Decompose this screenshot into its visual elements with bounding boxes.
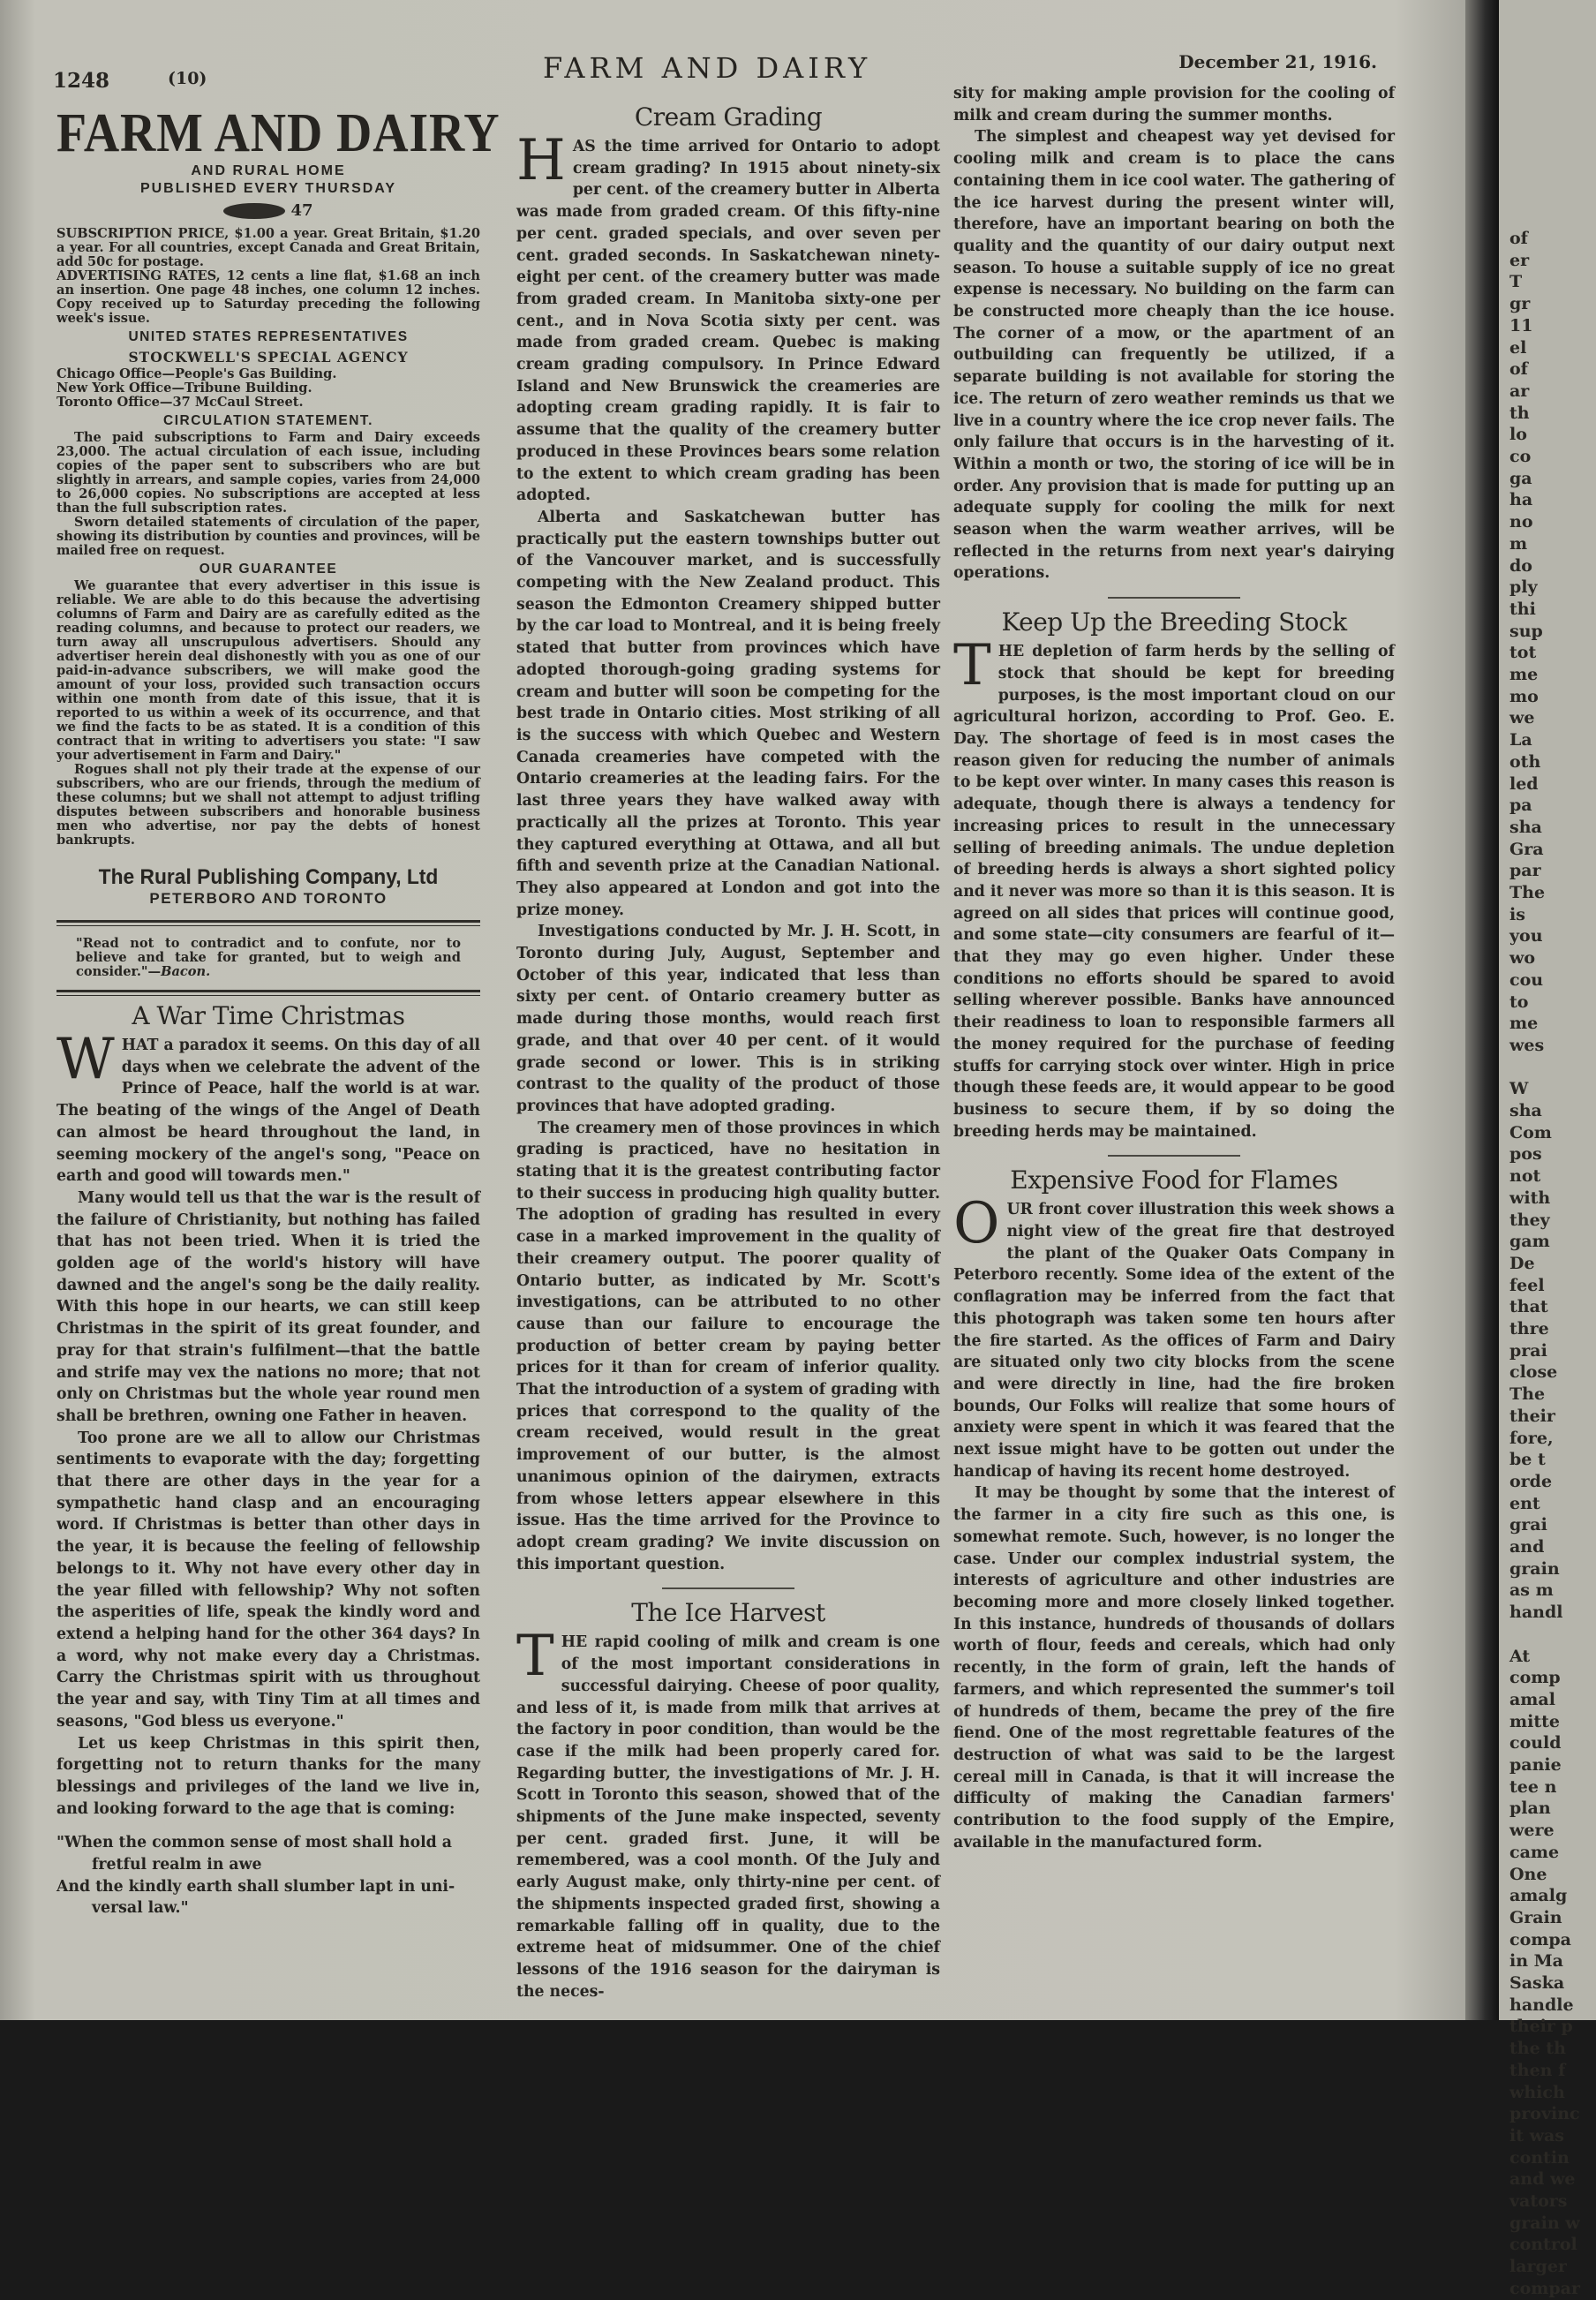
paragraph: It may be thought by some that the interest of the farmer in a city fire such as this one, is somewhat remote. Such, however, is no longer the case. Under our complex industrial system, the interests of agriculture and other industries are becoming more and more closely linked together. In this instance, hundreds of thousands of dollars worth of flour, feeds and cereals, which had only recently, in the form of grain, left the hands of farmers, and which represented the summer's toil of hundreds of them, became the prey of the fire fiend. One of the most regrettable features of the destruction of what was said to be the largest cereal mill in Canada, is that it will increase the difficulty of making the Canadian farmers' contribution to the food supply of the Empire, available in the manufactured form. [953, 1484, 1395, 1851]
advertising-rates: ADVERTISING RATES, 12 cents a line flat, $1.68 an inch an insertion. One page 48 inches, one column 12 inches. Copy received up to Saturday preceding the following week's issue. [56, 268, 480, 326]
page-number: 1248 [53, 69, 110, 93]
next-page-fragment: and we [1509, 2169, 1576, 2190]
next-page-fragment: prai [1509, 1340, 1547, 1361]
next-page-fragment: T [1509, 272, 1523, 292]
running-head [53, 51, 1377, 93]
article-body-cream-grading [516, 128, 940, 1575]
next-page-fragment: grai [1509, 1515, 1547, 1535]
next-page-fragment: of [1509, 359, 1528, 380]
next-page-fragment: W [1509, 1079, 1529, 1099]
paragraph: Too prone are we all to allow our Christmas sentiments to evaporate with the day; forgetting that there are other days in the year for a sympathetic hand clasp and an encouraging word. If Christmas is better than other days in the year, it is because the feeling of fellowship belongs to it. Why not have every other day in the year filled with fellowship? Why not soften the asperities of life, speak the kindly word and extend a helping hand for the other 364 days? In a word, why not make every day a Christmas. Carry the Christmas spirit with us throughout the year and say, with Tiny Tim at all times and seasons, "God bless us everyone." [56, 1429, 480, 1731]
column-2 [516, 97, 940, 2002]
next-page-fragment: Com [1509, 1122, 1552, 1142]
next-page-fragment: you [1509, 926, 1543, 946]
next-page-fragment: their p [1509, 2017, 1573, 2037]
next-page-fragment: sha [1509, 817, 1542, 837]
next-page-fragment: ar [1509, 381, 1530, 401]
next-page-fragment: larger [1509, 2257, 1567, 2277]
agency-name: STOCKWELL'S SPECIAL AGENCY [128, 349, 409, 366]
paragraph: AS the time arrived for Ontario to adopt cream grading? In 1915 about ninety-six per cent. of the creamery butter in Alberta was made from graded cream. Of this fifty-nine per cent. graded specials, and over seven per cent. graded seconds. In Saskatchewan ninety-eight per cent. of the creamery butter was made from graded cream. In Manitoba sixty-one per cent., and in Nova Scotia sixty per cent. was made from graded cream. Quebec is making cream grading compulsory. In Prince Edward Island and New Brunswick the creameries are adopting cream grading rapidly. It is fair to assume that the quality of the creamery butter produced in these Provinces bears some relation to the extent to which cream grading has been adopted. [516, 138, 940, 505]
circulation-heading: CIRCULATION STATEMENT. [163, 413, 373, 428]
verse-line: "When the common sense of most shall hold a [56, 1834, 452, 1852]
next-page-fragment: feel [1509, 1275, 1545, 1295]
dropcap: T [953, 633, 991, 699]
next-page-fragment: pa [1509, 796, 1532, 816]
next-page-fragment: lo [1509, 425, 1527, 445]
next-page-fragment: gam [1509, 1232, 1550, 1252]
next-page-fragment: not [1509, 1166, 1541, 1187]
paragraph: UR front cover illustration this week shows a night view of the great fire that destroyed the plant of the Quaker Oats Company in Peterboro recently. Some idea of the extent of the conflagration may be inferred from the fact that this photograph was taken some ten hours after the fire started. As the offices of Farm and Dairy are situated only two city blocks from the scene and were directly in line, had the fire broken bounds, Our Folks will realize that some hours of anxiety were spent in which it was feared that the next issue might have to be gotten out under the handicap of having its recent home destroyed. [953, 1201, 1395, 1481]
office-new-york: New York Office—Tribune Building. [56, 381, 312, 396]
next-page-fragment: that [1509, 1297, 1548, 1317]
office-chicago: Chicago Office—People's Gas Building. [56, 366, 337, 381]
next-page-fragment: amal [1509, 1689, 1555, 1709]
ornament-number: 47 [290, 201, 313, 220]
next-page-fragment: oth [1509, 751, 1541, 772]
verse-line: And the kindly earth shall slumber lapt in uni- [56, 1877, 455, 1896]
next-page-fragment: close [1509, 1362, 1558, 1383]
dropcap: O [953, 1191, 1000, 1257]
next-page-fragment: control [1509, 2235, 1577, 2255]
next-page-fragment: sup [1509, 621, 1543, 641]
next-page-fragment: La [1509, 730, 1532, 750]
paragraph: Let us keep Christmas in this spirit then, forgetting not to return thanks for the many blessings and privileges of the land we live in, and looking forward to the age that is coming: [56, 1734, 480, 1818]
next-page-fragment: Grain [1509, 1907, 1562, 1927]
dropcap: H [516, 128, 566, 193]
quote-author: Bacon. [161, 964, 211, 979]
next-page-fragment: do [1509, 555, 1532, 576]
next-page-fragment: thi [1509, 599, 1536, 619]
next-page-fragment: led [1509, 773, 1539, 794]
next-page-fragment: mitte [1509, 1711, 1560, 1731]
next-page-fragment: gr [1509, 294, 1531, 314]
column-3 [953, 83, 1395, 1853]
next-page-fragment: amalg [1509, 1886, 1568, 1906]
next-page-fragment: then f [1509, 2060, 1566, 2080]
next-page-fragment: it was [1509, 2125, 1564, 2145]
next-page-fragment: pos [1509, 1144, 1542, 1165]
article-title-ice-harvest: The Ice Harvest [631, 1598, 825, 1628]
publisher-location: PETERBORO AND TORONTO [149, 890, 388, 907]
next-page-fragment: tee n [1509, 1776, 1557, 1797]
next-page-fragment: plan [1509, 1799, 1551, 1819]
next-page-fragment: thre [1509, 1319, 1549, 1339]
dropcap: W [56, 1027, 115, 1092]
next-page-edge [1499, 0, 1596, 2298]
article-divider [662, 1587, 794, 1589]
paragraph: Investigations conducted by Mr. J. H. Scott, in Toronto during July, August, September and October of this year, indicated that less than sixty per cent. of Ontario creamery butter as made during those months, would reach first grade, and that over 40 per cent. of it would grade second or lower. This is in striking contrast to the quality of the product of those provinces that have adopted grading. [516, 923, 940, 1115]
sworn-statement: Sworn detailed statements of circulation of the paper, showing its distribution by counties and provinces, will be mailed free on request. [56, 515, 480, 558]
next-page-fragment: orde [1509, 1471, 1553, 1491]
paragraph: HE rapid cooling of milk and cream is one of the most important considerations in successful dairying. Cheese of poor quality, and less of it, is made from milk that arrives at the factory in poor condition, than would be the case if the milk had been properly cared for. Regarding butter, the investigations of Mr. J. H. Scott in Toronto this season, showed that of the shipments of the June make inspected, seventy per cent. graded first. June, it will be remembered, was a cool month. Of the July and early August make, only thirty-nine per cent. of the shipments inspected graded first, showing a remarkable falling off in quality, due to the extreme heat of midsummer. One of the chief lessons of the 1916 season for the dairyman is the neces- [516, 1633, 940, 2001]
next-page-fragment: cou [1509, 969, 1544, 990]
next-page-fragment: ga [1509, 468, 1532, 488]
next-page-fragment: el [1509, 337, 1527, 358]
next-page-fragment: could [1509, 1733, 1562, 1753]
article-body-breeding-stock [953, 633, 1395, 1142]
article-divider [1108, 597, 1240, 599]
next-page-fragment: handl [1509, 1602, 1563, 1623]
article-title-breeding-stock: Keep Up the Breeding Stock [1001, 607, 1347, 637]
verse-line: versal law." [92, 1899, 189, 1918]
next-page-fragment: handle [1509, 1995, 1574, 2015]
next-page-fragment: The [1509, 1384, 1546, 1405]
masthead-published: PUBLISHED EVERY THURSDAY [139, 181, 397, 196]
next-page-fragment: wo [1509, 948, 1536, 969]
article-body-ice-harvest [516, 1624, 940, 2002]
oval-ornament-icon [223, 203, 285, 219]
next-page-fragment: ha [1509, 490, 1533, 510]
next-page-fragment: mo [1509, 686, 1539, 706]
bacon-quote [56, 931, 480, 984]
next-page-fragment: er [1509, 250, 1530, 270]
running-paper-title: FARM AND DAIRY [543, 51, 872, 85]
paragraph: Many would tell us that the war is the result of the failure of Christianity, but nothing has failed that has not been tried. When it is tried the golden age of the world's history will have dawned and the angel's song be the daily reality. With this hope in our hearts, we can still keep Christmas in the spirit of its great founder, and pray for that strain's fulfilment—that the battle and strife may vex the nations no more; that not only on Christmas but the whole year round men shall be brethren, owning one Father in heaven. [56, 1188, 480, 1425]
masthead-ornament [56, 201, 480, 220]
next-page-fragment: wes [1509, 1035, 1545, 1055]
next-page-fragment: no [1509, 512, 1533, 532]
next-page-fragment: The [1509, 883, 1546, 902]
next-page-fragment: grain [1509, 1558, 1560, 1579]
paragraph: The creamery men of those provinces in which grading is practiced, have no hesitation in stating that it is the greatest contributing factor to their success in producing high quality butter. The adoption of grading has resulted in every case in a marked improvement in the quality of their creamery output. The poorer quality of Ontario butter, as indicated by Mr. Scott's investigations, can be attributed to no other cause than our failure to encourage the production of better cream by paying better prices for it than for cream of inferior quality. That the introduction of a system of grading with prices that correspond to the quality of the cream received, would result in the great improvement of our butter, is the almost unanimous opinion of the dairymen, extracts from whose letters appear elsewhere in this issue. Has the time arrived for the Province to adopt cream grading? We invite discussion on this important question. [516, 1119, 940, 1573]
guarantee-heading: OUR GUARANTEE [199, 562, 338, 577]
next-page-fragment: they [1509, 1210, 1550, 1230]
paragraph: HAT a paradox it seems. On this day of all days when we celebrate the advent of the Prince of Peace, half the world is at war. The beating of the wings of the Angel of Death can almost be heard throughout the land, in seeming mockery of the angel's song, "Peace on earth and good will towards men." [56, 1037, 480, 1186]
guarantee-text: We guarantee that every advertiser in this issue is reliable. We are able to do this because the advertising columns of Farm and Dairy are as carefully edited as the reading columns, and because to protect our readers, we turn away all unscrupulous advertisers. Should any advertiser herein deal dishonestly with you as one of our paid-in-advance subscribers, we will make good the amount of your loss, provided such transaction occurs within one month from date of this issue, that it is reported to us within a week of its occurrence, and that we find the facts to be as stated. It is a condition of this contract that in writing to advertisers you state: "I saw your advertisement in Farm and Dairy." [56, 578, 480, 763]
dropcap: T [516, 1624, 554, 1690]
next-page-fragment: with [1509, 1188, 1551, 1208]
next-page-fragment: and [1509, 1537, 1545, 1557]
next-page-fragment: par [1509, 861, 1541, 881]
verse-line: fretful realm in awe [92, 1856, 262, 1874]
next-page-fragment: Gra [1509, 839, 1544, 859]
quote-text: "Read not to contradict and to confute, nor to believe and take for granted, but to weigh and consider."— [76, 936, 461, 979]
column-1 [56, 95, 501, 1919]
next-page-fragment: provinc [1509, 2104, 1580, 2124]
next-page-fragment: me [1509, 665, 1539, 684]
next-page-fragment: m [1509, 533, 1528, 554]
article-body-war-christmas [56, 1027, 480, 1820]
next-page-fragment: compar [1509, 2278, 1580, 2298]
next-page-fragment: me [1509, 1014, 1539, 1034]
next-page-fragment: came [1509, 1842, 1560, 1862]
page-gutter [1465, 0, 1499, 2020]
next-page-fragment: contin [1509, 2147, 1570, 2168]
article-divider [1108, 1155, 1240, 1157]
verse-quote [56, 1832, 480, 1919]
publisher-name: The Rural Publishing Company, Ltd [98, 865, 439, 889]
next-page-fragment: sha [1509, 1101, 1542, 1120]
paragraph: HE depletion of farm herds by the selling of stock that should be kept for breeding purposes, is the most important cloud on our agricultural horizon, according to Prof. Geo. E. Day. The shortage of feed is in most cases the reason given for reducing the number of animals to be kept over winter. In many cases this reason is adequate, though there is always a tendency for increasing prices to result in the unnecessary selling of breeding animals. The undue depletion of breeding herds is always a short sighted policy and it never was more so than it is this season. It is agreed on all sides that prices will continue good, and some state—city consumers are fearful of it—that they may go even higher. Under these conditions no efforts should be spared to avoid selling wherever possible. Banks have announced their readiness to loan to responsible farmers all the money required for the purchase of feeding stuffs for carrying stock over winter. High in price though these feeds are, it would appear to be good business to secure them, if by so doing the breeding herds may be maintained. [953, 643, 1395, 1141]
next-page-fragment: comp [1509, 1668, 1561, 1688]
paragraph: The simplest and cheapest way yet devised for cooling milk and cream is to place the cans containing them in ice cool water. The gathering of the ice harvest during the present winter will, therefore, have an important bearing on both the quality and the quantity of our dairy output next season. To house a suitable supply of ice no great expense is necessary. No building on the farm can be constructed more cheaply than the ice house. The corner of a mow, or the apartment of an outbuilding can frequently be utilized, if a separate building is not available for storing the ice. The return of zero weather reminds us that we live in a country where the ice crop never fails. The only failure that occurs is in the harvesting of it. Within a month or two, the storing of ice will be in order. Any provision that is made for putting up an adequate supply for cooling the milk for next season when the warm weather arrives, will be reflected in the returns from next year's dairying operations. [953, 128, 1395, 583]
divider [56, 990, 480, 996]
next-page-fragment: the th [1509, 2039, 1566, 2059]
next-page-fragment: compa [1509, 1929, 1571, 1949]
next-page-fragment: in Ma [1509, 1951, 1563, 1972]
next-page-fragment: is [1509, 904, 1525, 924]
issue-date: December 21, 1916. [1178, 51, 1377, 72]
article-body-expensive-food [953, 1191, 1395, 1853]
office-toronto: Toronto Office—37 McCaul Street. [56, 395, 304, 410]
next-page-fragment: be t [1509, 1450, 1546, 1470]
next-page-fragment: which [1509, 2082, 1565, 2102]
masthead-subtitle: AND RURAL HOME [191, 163, 346, 178]
next-page-fragment: Saska [1509, 1973, 1565, 1993]
paragraph: Alberta and Saskatchewan butter has practically put the eastern townships butter out of the Vancouver market, and is successfully competing with the New Zealand product. This season the Edmonton Creamery shipped butter by the car load to Montreal, and it is being freely stated that butter from provinces which have adopted thorough-going grading systems for cream and butter will soon be competing for the best trade in Ontario cities. Most striking of all is the success with which Quebec and Western Canada creameries have competed with the Ontario creameries at the leading fairs. For the last three years they have walked away with practically all the prizes at Toronto. This year they captured everything at Ottawa, and all but fifth and seventh prize at the Canadian National. They also appeared at London and got into the prize money. [516, 508, 940, 919]
next-page-fragment: we [1509, 708, 1535, 728]
next-page-fragment: to [1509, 992, 1529, 1012]
next-page-fragment: were [1509, 1821, 1555, 1841]
next-page-fragment: as m [1509, 1580, 1554, 1601]
us-representatives-heading: UNITED STATES REPRESENTATIVES [128, 329, 409, 344]
rogues-text: Rogues shall not ply their trade at the expense of our subscribers, who are our friends, through the medium of these columns; but we shall not attempt to adjust trifling disputes between subscribers and honorable business men who advertise, nor pay the debts of honest bankrupts. [56, 762, 480, 848]
page-subnumber: (10) [168, 69, 207, 88]
masthead-title: FARM AND DAIRY [56, 103, 501, 163]
next-page-fragment: co [1509, 447, 1532, 466]
article-body-ice-harvest-continued [953, 83, 1395, 584]
next-page-fragment: of [1509, 229, 1528, 248]
next-page-fragment: At [1509, 1646, 1531, 1666]
next-page-fragment: fore, [1509, 1428, 1554, 1448]
article-title-cream-grading: Cream Grading [634, 102, 823, 132]
circulation-statement: The paid subscriptions to Farm and Dairy exceeds 23,000. The actual circulation of each issue, including copies of the paper sent to subscribers who are but slightly in arrears, and sample copies, varies from 24,000 to 26,000 copies. No subscriptions are accepted at less than the full subscription rates. [56, 430, 480, 516]
article-title-war-christmas: A War Time Christmas [132, 1001, 405, 1030]
next-page-fragment: 11 [1509, 315, 1533, 336]
next-page-fragment: De [1509, 1253, 1535, 1273]
next-page-fragment: th [1509, 403, 1530, 423]
paragraph: sity for making ample provision for the cooling of milk and cream during the summer months. [953, 85, 1395, 124]
subscription-price: SUBSCRIPTION PRICE, $1.00 a year. Great Britain, $1.20 a year. For all countries, except Canada and Great Britain, add 50c for postage. [56, 226, 480, 269]
next-page-fragment: panie [1509, 1755, 1562, 1775]
divider [56, 920, 480, 926]
next-page-fragment: tot [1509, 643, 1537, 663]
next-page-fragment: grain w [1509, 2213, 1580, 2233]
article-title-expensive-food: Expensive Food for Flames [1010, 1165, 1338, 1195]
next-page-fragment: vators [1509, 2191, 1568, 2211]
next-page-fragment: their [1509, 1406, 1555, 1426]
next-page-fragment: ply [1509, 577, 1538, 598]
next-page-fragment: ent [1509, 1493, 1540, 1513]
next-page-fragment: One [1509, 1864, 1547, 1884]
